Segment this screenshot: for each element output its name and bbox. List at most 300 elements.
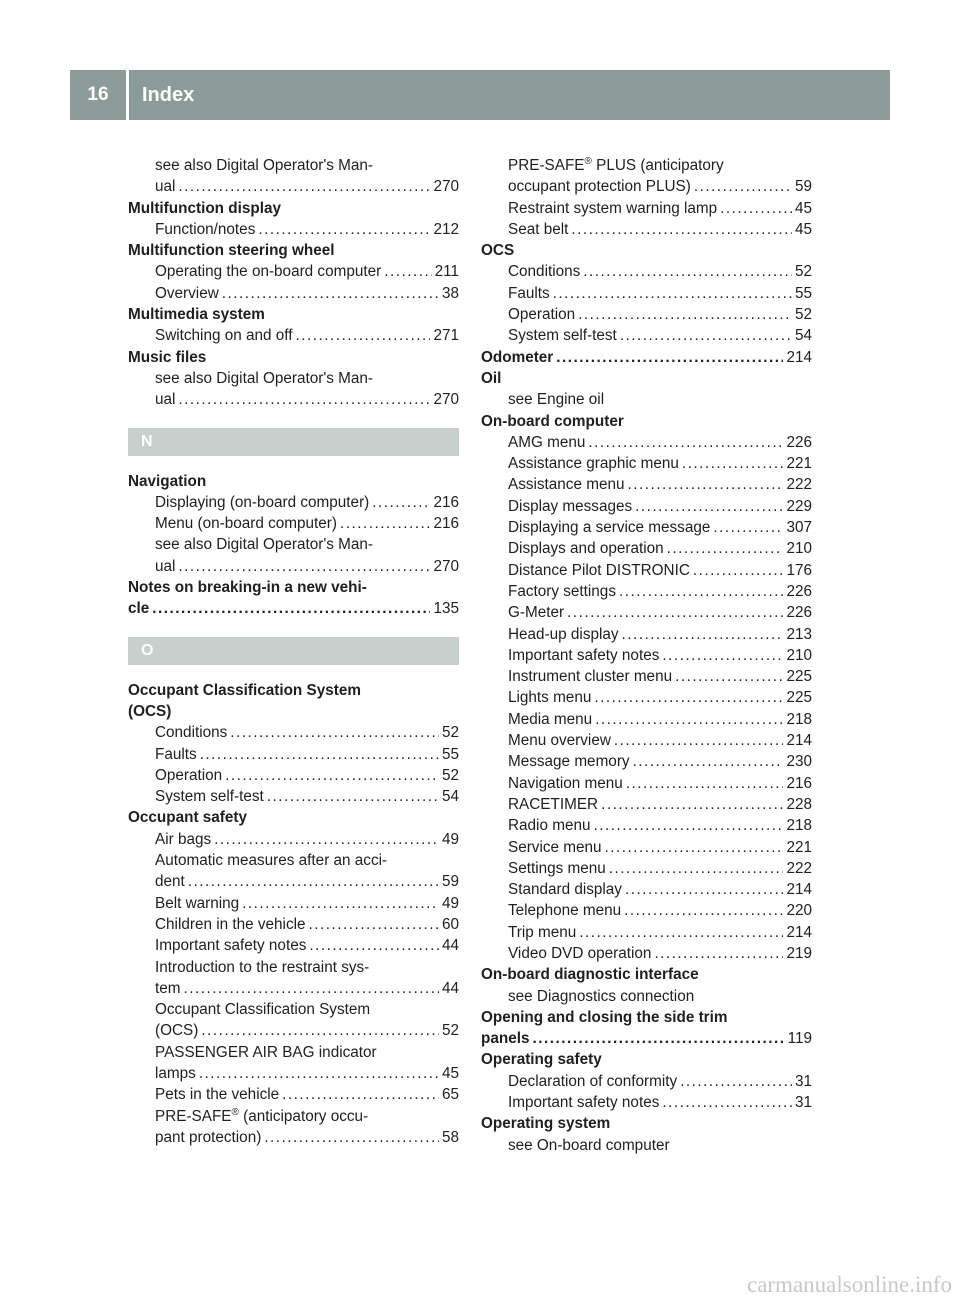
index-heading: [128, 701, 459, 722]
entry-text: [508, 325, 617, 346]
index-subentry: [481, 837, 812, 858]
dot-leader: [713, 517, 783, 538]
index-subentry: [481, 198, 812, 219]
entry-label: Declaration of conformity: [508, 1072, 678, 1090]
dot-leader: [624, 900, 783, 921]
dot-leader: [296, 325, 431, 346]
page-reference: 229: [786, 497, 812, 515]
index-subentry: [481, 858, 812, 879]
page-reference: 214: [786, 881, 812, 899]
page-reference: 212: [433, 220, 459, 238]
dot-leader: [571, 219, 792, 240]
index-subentry: [481, 1092, 812, 1113]
index-subentry: [128, 389, 459, 410]
page-number: 16: [87, 84, 109, 105]
entry-label: Operation: [508, 306, 576, 324]
entry-label: Factory settings: [508, 582, 616, 600]
entry-text: [155, 1042, 377, 1063]
entry-text: [155, 1063, 196, 1084]
page-reference: 135: [433, 600, 459, 618]
page-reference: 45: [441, 1064, 459, 1082]
entry-label: PRE-SAFE: [155, 1107, 232, 1125]
entry-label: occupant protection PLUS): [508, 178, 691, 196]
index-subentry: [481, 751, 812, 772]
dot-leader: [199, 1063, 439, 1084]
entry-text: [128, 680, 361, 701]
index-subentry: [128, 829, 459, 850]
entry-text: [508, 219, 568, 240]
index-subentry: [481, 283, 812, 304]
entry-label: Conditions: [508, 263, 581, 281]
entry-label: Faults: [508, 284, 550, 302]
dot-leader: [556, 347, 783, 368]
dot-leader: [267, 786, 439, 807]
entry-text: [155, 893, 239, 914]
entry-label: Important safety notes: [155, 937, 307, 955]
index-heading: [128, 680, 459, 701]
index-subentry: [481, 709, 812, 730]
page-reference: 52: [794, 306, 812, 324]
index-subentry: [128, 999, 459, 1020]
index-subentry: [128, 534, 459, 555]
page-reference: 119: [787, 1030, 812, 1048]
index-subentry: [128, 871, 459, 892]
page-reference: 221: [786, 455, 812, 473]
page-title: Index: [142, 83, 195, 106]
entry-label: G-Meter: [508, 604, 565, 622]
entry-label: (OCS): [128, 702, 172, 720]
entry-label: Important safety notes: [508, 1094, 660, 1112]
entry-text: [508, 900, 621, 921]
entry-text: [508, 986, 694, 1007]
entry-text: [128, 347, 206, 368]
entry-label: Switching on and off: [155, 327, 293, 345]
entry-label: Trip menu: [508, 923, 577, 941]
entry-label: Occupant safety: [128, 809, 248, 827]
entry-label: cle: [128, 600, 150, 618]
entry-label-continued: PLUS (anticipatory: [591, 157, 724, 174]
dot-leader: [682, 453, 784, 474]
index-heading: [481, 368, 812, 389]
entry-label: RACETIMER: [508, 795, 599, 813]
entry-text: [508, 432, 585, 453]
page-reference: 31: [794, 1072, 812, 1090]
dot-leader: [578, 304, 792, 325]
entry-text: [508, 815, 590, 836]
entry-label: Multimedia system: [128, 306, 265, 324]
page-reference: 219: [786, 944, 812, 962]
dot-leader: [340, 513, 431, 534]
entry-text: [481, 368, 501, 389]
entry-text: [508, 687, 591, 708]
dot-leader: [635, 496, 783, 517]
entry-label: Displaying (on-board computer): [155, 493, 370, 511]
index-column-right: [481, 155, 812, 1156]
dot-leader: [633, 751, 784, 772]
dot-leader: [601, 794, 783, 815]
header-divider: [126, 70, 129, 120]
entry-label: ual: [155, 178, 176, 196]
entry-label: PRE-SAFE: [508, 157, 585, 174]
entry-text: [155, 534, 373, 555]
entry-text: [155, 999, 370, 1020]
dot-leader: [214, 829, 439, 850]
index-subentry: [128, 765, 459, 786]
index-subentry: [128, 722, 459, 743]
entry-text: [128, 240, 335, 261]
entry-label: Opening and closing the side trim: [481, 1008, 728, 1026]
entry-label-continued: (anticipatory occu-: [238, 1107, 369, 1125]
entry-label: Operating the on-board computer: [155, 263, 382, 281]
entry-text: [155, 325, 293, 346]
entry-label: Notes on breaking-in a new vehi-: [128, 579, 367, 597]
index-subentry: [128, 1020, 459, 1041]
index-subentry: [128, 744, 459, 765]
entry-text: [155, 722, 227, 743]
dot-leader: [627, 474, 783, 495]
entry-label: Standard display: [508, 881, 622, 899]
entry-text: [481, 411, 624, 432]
entry-text: [508, 496, 632, 517]
dot-leader: [532, 1028, 784, 1049]
entry-text: [508, 261, 580, 282]
entry-text: [508, 389, 604, 410]
page-reference: 54: [794, 327, 812, 345]
page-reference: 221: [786, 838, 812, 856]
page-reference: 38: [441, 284, 459, 302]
entry-label: Navigation: [128, 472, 207, 490]
dot-leader: [694, 176, 792, 197]
entry-text: [155, 850, 387, 871]
section-letter-header: O: [128, 637, 459, 665]
index-subentry: [128, 957, 459, 978]
dot-leader: [583, 261, 792, 282]
index-subentry: [481, 176, 812, 197]
page-reference: 226: [786, 433, 812, 451]
index-subentry: [481, 517, 812, 538]
index-subentry: [481, 730, 812, 751]
index-subentry: [481, 794, 812, 815]
entry-label: Settings menu: [508, 859, 606, 877]
page-reference: 52: [441, 724, 459, 742]
index-subentry: [481, 602, 812, 623]
index-subentry: [128, 1106, 459, 1127]
dot-leader: [620, 325, 792, 346]
dot-leader: [553, 283, 792, 304]
page-reference: 216: [433, 515, 459, 533]
dot-leader: [188, 871, 439, 892]
index-subentry: [481, 560, 812, 581]
entry-label: Occupant Classification System: [128, 681, 361, 699]
index-subentry: [481, 815, 812, 836]
dot-leader: [567, 602, 783, 623]
dot-leader: [594, 687, 783, 708]
entry-text: [155, 935, 306, 956]
entry-label: Displaying a service message: [508, 519, 711, 537]
entry-text: [508, 645, 659, 666]
dot-leader: [605, 837, 784, 858]
index-subentry: [481, 645, 812, 666]
registered-mark: ®: [584, 156, 592, 167]
dot-leader: [579, 922, 783, 943]
index-subentry: [481, 538, 812, 559]
entry-text: [481, 1007, 727, 1028]
entry-label: ual: [155, 391, 176, 409]
entry-label: see also Digital Operator's Man-: [155, 369, 374, 387]
page-reference: 226: [786, 582, 812, 600]
entry-label: Displays and operation: [508, 540, 664, 558]
entry-text: [155, 871, 185, 892]
registered-mark: ®: [231, 1106, 239, 1118]
entry-label: see Diagnostics connection: [508, 987, 695, 1005]
entry-text: [155, 219, 255, 240]
page-reference: 222: [786, 859, 812, 877]
dot-leader: [680, 1071, 792, 1092]
entry-text: [508, 283, 550, 304]
index-heading: [481, 1028, 812, 1049]
page-reference: 230: [786, 753, 812, 771]
index-heading: [481, 1113, 812, 1134]
entry-text: [155, 914, 306, 935]
page-reference: 176: [786, 561, 812, 579]
entry-text: [155, 1127, 261, 1148]
page-reference: 228: [786, 795, 812, 813]
entry-text: [155, 1106, 368, 1127]
index-subentry: [128, 556, 459, 577]
entry-text: [508, 602, 564, 623]
entry-label: Odometer: [481, 348, 554, 366]
page-reference: 210: [786, 646, 812, 664]
index-subentry: [128, 261, 459, 282]
page-reference: 54: [441, 788, 459, 806]
index-heading: [128, 304, 459, 325]
entry-label: On-board diagnostic interface: [481, 966, 699, 984]
page-reference: 59: [441, 873, 459, 891]
page-reference: 218: [786, 817, 812, 835]
index-subentry: [128, 850, 459, 871]
page-reference: 271: [433, 327, 459, 345]
entry-label: Restraint system warning lamp: [508, 199, 718, 217]
index-subentry: [128, 935, 459, 956]
entry-label: PASSENGER AIR BAG indicator: [155, 1043, 377, 1061]
entry-label: Introduction to the restraint sys-: [155, 958, 370, 976]
entry-label: panels: [481, 1030, 530, 1048]
dot-leader: [178, 176, 430, 197]
entry-label: AMG menu: [508, 433, 586, 451]
index-heading: [128, 807, 459, 828]
page-reference: 44: [441, 937, 459, 955]
index-subentry: [128, 1042, 459, 1063]
entry-text: [508, 474, 624, 495]
page-reference: 44: [441, 979, 459, 997]
index-subentry: [128, 155, 459, 176]
dot-leader: [626, 773, 784, 794]
entry-label: lamps: [155, 1064, 196, 1082]
page-reference: 49: [441, 830, 459, 848]
page-reference: 225: [786, 689, 812, 707]
entry-label: pant protection): [155, 1128, 262, 1146]
entry-text: [155, 155, 373, 176]
index-subentry: [128, 786, 459, 807]
dot-leader: [384, 261, 431, 282]
dot-leader: [662, 645, 783, 666]
entry-label: System self-test: [508, 327, 617, 345]
entry-text: [128, 198, 281, 219]
page-reference: 270: [433, 557, 459, 575]
entry-text: [128, 577, 367, 598]
dot-leader: [662, 1092, 792, 1113]
entry-text: [508, 858, 606, 879]
entry-text: [508, 922, 576, 943]
index-subentry: [128, 978, 459, 999]
entry-label: OCS: [481, 242, 515, 260]
entry-text: [155, 786, 264, 807]
entry-label: Multifunction steering wheel: [128, 242, 335, 260]
entry-text: [155, 176, 175, 197]
dot-leader: [625, 879, 784, 900]
index-subentry: [128, 368, 459, 389]
entry-label: Navigation menu: [508, 774, 623, 792]
entry-text: [155, 1020, 198, 1041]
entry-text: [155, 368, 373, 389]
entry-text: [155, 829, 211, 850]
dot-leader: [201, 1020, 439, 1041]
dot-leader: [654, 943, 783, 964]
index-heading: [481, 1007, 812, 1028]
entry-label: tem: [155, 979, 181, 997]
entry-text: [508, 155, 724, 176]
page-reference: 45: [794, 199, 812, 217]
entry-label: Menu overview: [508, 732, 611, 750]
dot-leader: [619, 581, 784, 602]
entry-label: Music files: [128, 348, 207, 366]
page-reference: 31: [794, 1094, 812, 1112]
entry-label: Telephone menu: [508, 902, 622, 920]
page-reference: 220: [786, 902, 812, 920]
page-reference: 210: [786, 540, 812, 558]
index-subentry: [481, 389, 812, 410]
entry-label: Occupant Classification System: [155, 1001, 371, 1019]
page-reference: 216: [786, 774, 812, 792]
index-heading: [128, 198, 459, 219]
index-heading: [128, 471, 459, 492]
dot-leader: [720, 198, 792, 219]
page-reference: 58: [441, 1128, 459, 1146]
entry-text: [508, 709, 592, 730]
dot-leader: [242, 893, 439, 914]
entry-label: see On-board computer: [508, 1136, 670, 1154]
entry-label: Important safety notes: [508, 646, 660, 664]
entry-label: ual: [155, 557, 176, 575]
page-reference: 55: [441, 745, 459, 763]
entry-text: [481, 1113, 610, 1134]
index-subentry: [481, 155, 812, 176]
dot-leader: [588, 432, 783, 453]
entry-text: [508, 1071, 677, 1092]
index-subentry: [481, 943, 812, 964]
dot-leader: [178, 556, 430, 577]
index-subentry: [481, 624, 812, 645]
entry-label: Seat belt: [508, 220, 569, 238]
entry-label: see Engine oil: [508, 391, 605, 409]
index-subentry: [481, 922, 812, 943]
index-subentry: [481, 1135, 812, 1156]
dot-leader: [178, 389, 430, 410]
entry-label: Multifunction display: [128, 199, 281, 217]
page-reference: 214: [786, 732, 812, 750]
index-subentry: [481, 325, 812, 346]
entry-label: On-board computer: [481, 412, 624, 430]
dot-leader: [693, 560, 784, 581]
index-subentry: [128, 325, 459, 346]
dot-leader: [230, 722, 439, 743]
page-reference: 49: [441, 894, 459, 912]
page-reference: 218: [786, 710, 812, 728]
index-heading: [128, 577, 459, 598]
entry-text: [128, 471, 206, 492]
index-subentry: [481, 666, 812, 687]
entry-text: [155, 556, 175, 577]
index-subentry: [128, 283, 459, 304]
index-heading: [481, 411, 812, 432]
index-subentry: [128, 1063, 459, 1084]
section-letter-header: N: [128, 428, 459, 456]
entry-text: [508, 794, 598, 815]
index-subentry: [128, 513, 459, 534]
dot-leader: [622, 624, 784, 645]
index-heading: [481, 347, 812, 368]
entry-text: [155, 389, 175, 410]
entry-label: dent: [155, 873, 185, 891]
page-reference: 52: [441, 1022, 459, 1040]
dot-leader: [667, 538, 784, 559]
entry-label: Distance Pilot DISTRONIC: [508, 561, 690, 579]
entry-label: Instrument cluster menu: [508, 668, 673, 686]
entry-text: [481, 964, 699, 985]
page-reference: 52: [794, 263, 812, 281]
entry-text: [155, 283, 219, 304]
page-reference: 211: [434, 263, 459, 281]
entry-text: [508, 560, 690, 581]
index-subentry: [481, 474, 812, 495]
entry-label: Service menu: [508, 838, 602, 856]
page-reference: 307: [786, 519, 812, 537]
index-heading: [128, 347, 459, 368]
entry-label: Operating safety: [481, 1051, 602, 1069]
entry-text: [508, 666, 672, 687]
entry-label: Assistance menu: [508, 476, 625, 494]
dot-leader: [309, 935, 439, 956]
entry-text: [508, 1135, 670, 1156]
dot-leader: [595, 709, 783, 730]
dot-leader: [593, 815, 783, 836]
entry-text: [508, 1092, 659, 1113]
index-subentry: [128, 1084, 459, 1105]
index-subentry: [481, 261, 812, 282]
entry-label: see also Digital Operator's Man-: [155, 536, 374, 554]
index-subentry: [481, 773, 812, 794]
entry-text: [508, 624, 619, 645]
entry-text: [508, 176, 691, 197]
dot-leader: [372, 492, 430, 513]
entry-text: [128, 701, 171, 722]
index-subentry: [481, 432, 812, 453]
entry-label: System self-test: [155, 788, 264, 806]
page-reference: 270: [433, 178, 459, 196]
entry-label: Children in the vehicle: [155, 915, 306, 933]
entry-label: Media menu: [508, 710, 593, 728]
entry-text: [155, 744, 197, 765]
